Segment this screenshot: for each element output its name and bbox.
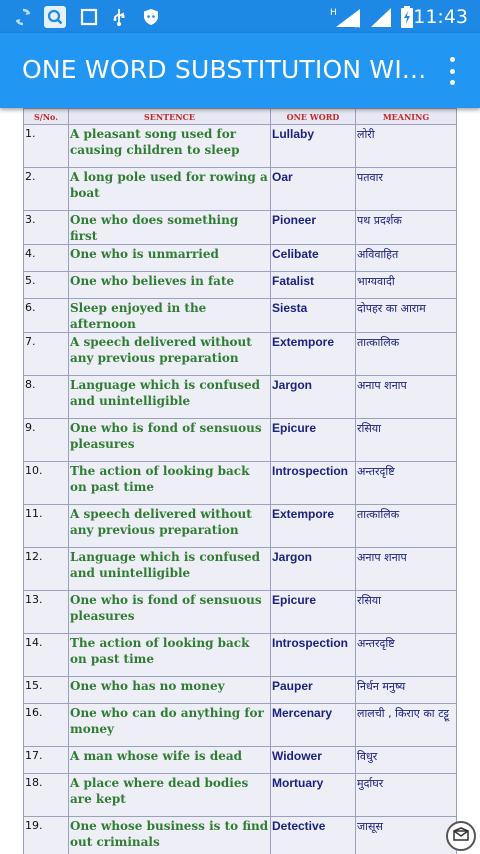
table-row [24,462,457,505]
table-row [24,817,457,854]
row-number: 16. [24,704,69,747]
clock: 11:43 [413,6,468,28]
row-number: 19. [24,817,69,854]
row-sentence: Language which is confused and unintelligible [69,548,271,591]
row-one-word: Siesta [271,299,356,333]
row-one-word: Extempore [271,505,356,548]
row-number: 10. [24,462,69,505]
table-row [24,299,457,333]
app-title: ONE WORD SUBSTITUTION WI... [22,55,427,84]
mail-icon [453,827,469,846]
row-one-word: Lullaby [271,125,356,168]
header-sentence: SENTENCE [69,109,271,125]
usb-icon [108,6,130,28]
row-meaning: अन्तरदृष्टि [356,462,457,505]
table-row [24,591,457,634]
table-row [24,376,457,419]
row-meaning: भाग्यवादी [356,272,457,299]
row-number: 6. [24,299,69,333]
app-bar [0,33,480,108]
header-meaning: MEANING [356,109,457,125]
table-row [24,333,457,376]
sync-icon [12,6,34,28]
row-sentence: One who has no money [69,677,271,704]
shield-icon [140,6,162,28]
row-number: 7. [24,333,69,376]
row-one-word: Mercenary [271,704,356,747]
table-header-row [24,109,457,125]
row-meaning: पथ प्रदर्शक [356,211,457,245]
table-row [24,505,457,548]
row-sentence: One who does something first [69,211,271,245]
row-number: 2. [24,168,69,211]
table-row [24,747,457,774]
search-app-icon [44,6,66,28]
row-sentence: A man whose wife is dead [69,747,271,774]
row-one-word: Introspection [271,462,356,505]
row-sentence: A pleasant song used for causing children to sleep [69,125,271,168]
row-meaning: रसिया [356,591,457,634]
table-row [24,125,457,168]
row-number: 13. [24,591,69,634]
table-row [24,548,457,591]
row-number: 3. [24,211,69,245]
row-one-word: Pauper [271,677,356,704]
row-sentence: A long pole used for rowing a boat [69,168,271,211]
row-sentence: The action of looking back on past time [69,462,271,505]
row-sentence: One who is fond of sensuous pleasures [69,591,271,634]
row-one-word: Introspection [271,634,356,677]
table-row [24,168,457,211]
square-icon [78,6,100,28]
row-meaning: निर्धन मनुष्य [356,677,457,704]
table-row [24,419,457,462]
row-one-word: Mortuary [271,774,356,817]
more-vert-icon[interactable] [446,57,458,85]
row-meaning: जासूस [356,817,457,854]
row-sentence: One whose business is to find out criminals [69,817,271,854]
status-bar [0,0,480,33]
row-sentence: One who is fond of sensuous pleasures [69,419,271,462]
row-number: 17. [24,747,69,774]
table-row [24,211,457,245]
table-row [24,774,457,817]
row-sentence: Language which is confused and unintelligible [69,376,271,419]
row-meaning: अन्तरदृष्टि [356,634,457,677]
row-one-word: Pioneer [271,211,356,245]
header-sno: S/No. [24,109,69,125]
row-sentence: A place where dead bodies are kept [69,774,271,817]
row-number: 14. [24,634,69,677]
row-sentence: One who can do anything for money [69,704,271,747]
row-meaning: पतवार [356,168,457,211]
row-sentence: One who believes in fate [69,272,271,299]
table-row [24,677,457,704]
row-one-word: Epicure [271,419,356,462]
svg-text:R: R [355,22,360,28]
row-sentence: A speech delivered without any previous preparation [69,333,271,376]
row-meaning: दोपहर का आराम [356,299,457,333]
row-meaning: अनाप शनाप [356,548,457,591]
row-meaning: मुर्दाघर [356,774,457,817]
header-one-word: ONE WORD [271,109,356,125]
row-number: 18. [24,774,69,817]
row-number: 8. [24,376,69,419]
row-one-word: Widower [271,747,356,774]
row-number: 15. [24,677,69,704]
row-sentence: Sleep enjoyed in the afternoon [69,299,271,333]
row-number: 1. [24,125,69,168]
row-meaning: लालची , किराए का टट्टू [356,704,457,747]
row-sentence: A speech delivered without any previous preparation [69,505,271,548]
row-one-word: Detective [271,817,356,854]
signal-h-icon [330,6,364,28]
row-sentence: The action of looking back on past time [69,634,271,677]
row-one-word: Oar [271,168,356,211]
row-number: 12. [24,548,69,591]
table-row [24,272,457,299]
row-meaning: तात्कालिक [356,333,457,376]
row-meaning: अविवाहित [356,245,457,272]
row-number: 11. [24,505,69,548]
signal-r-icon [368,6,394,28]
row-meaning: तात्कालिक [356,505,457,548]
row-one-word: Jargon [271,548,356,591]
row-one-word: Extempore [271,333,356,376]
table-row [24,634,457,677]
table-row [24,245,457,272]
row-meaning: लोरी [356,125,457,168]
row-number: 4. [24,245,69,272]
row-meaning: रसिया [356,419,457,462]
substitution-table [23,108,457,854]
svg-text:H: H [330,8,337,18]
row-one-word: Epicure [271,591,356,634]
row-sentence: One who is unmarried [69,245,271,272]
table-row [24,704,457,747]
row-one-word: Celibate [271,245,356,272]
row-meaning: विधुर [356,747,457,774]
scroll-content[interactable] [0,108,480,854]
row-meaning: अनाप शनाप [356,376,457,419]
mail-fab-button[interactable] [446,821,476,851]
row-number: 9. [24,419,69,462]
row-one-word: Fatalist [271,272,356,299]
row-one-word: Jargon [271,376,356,419]
row-number: 5. [24,272,69,299]
